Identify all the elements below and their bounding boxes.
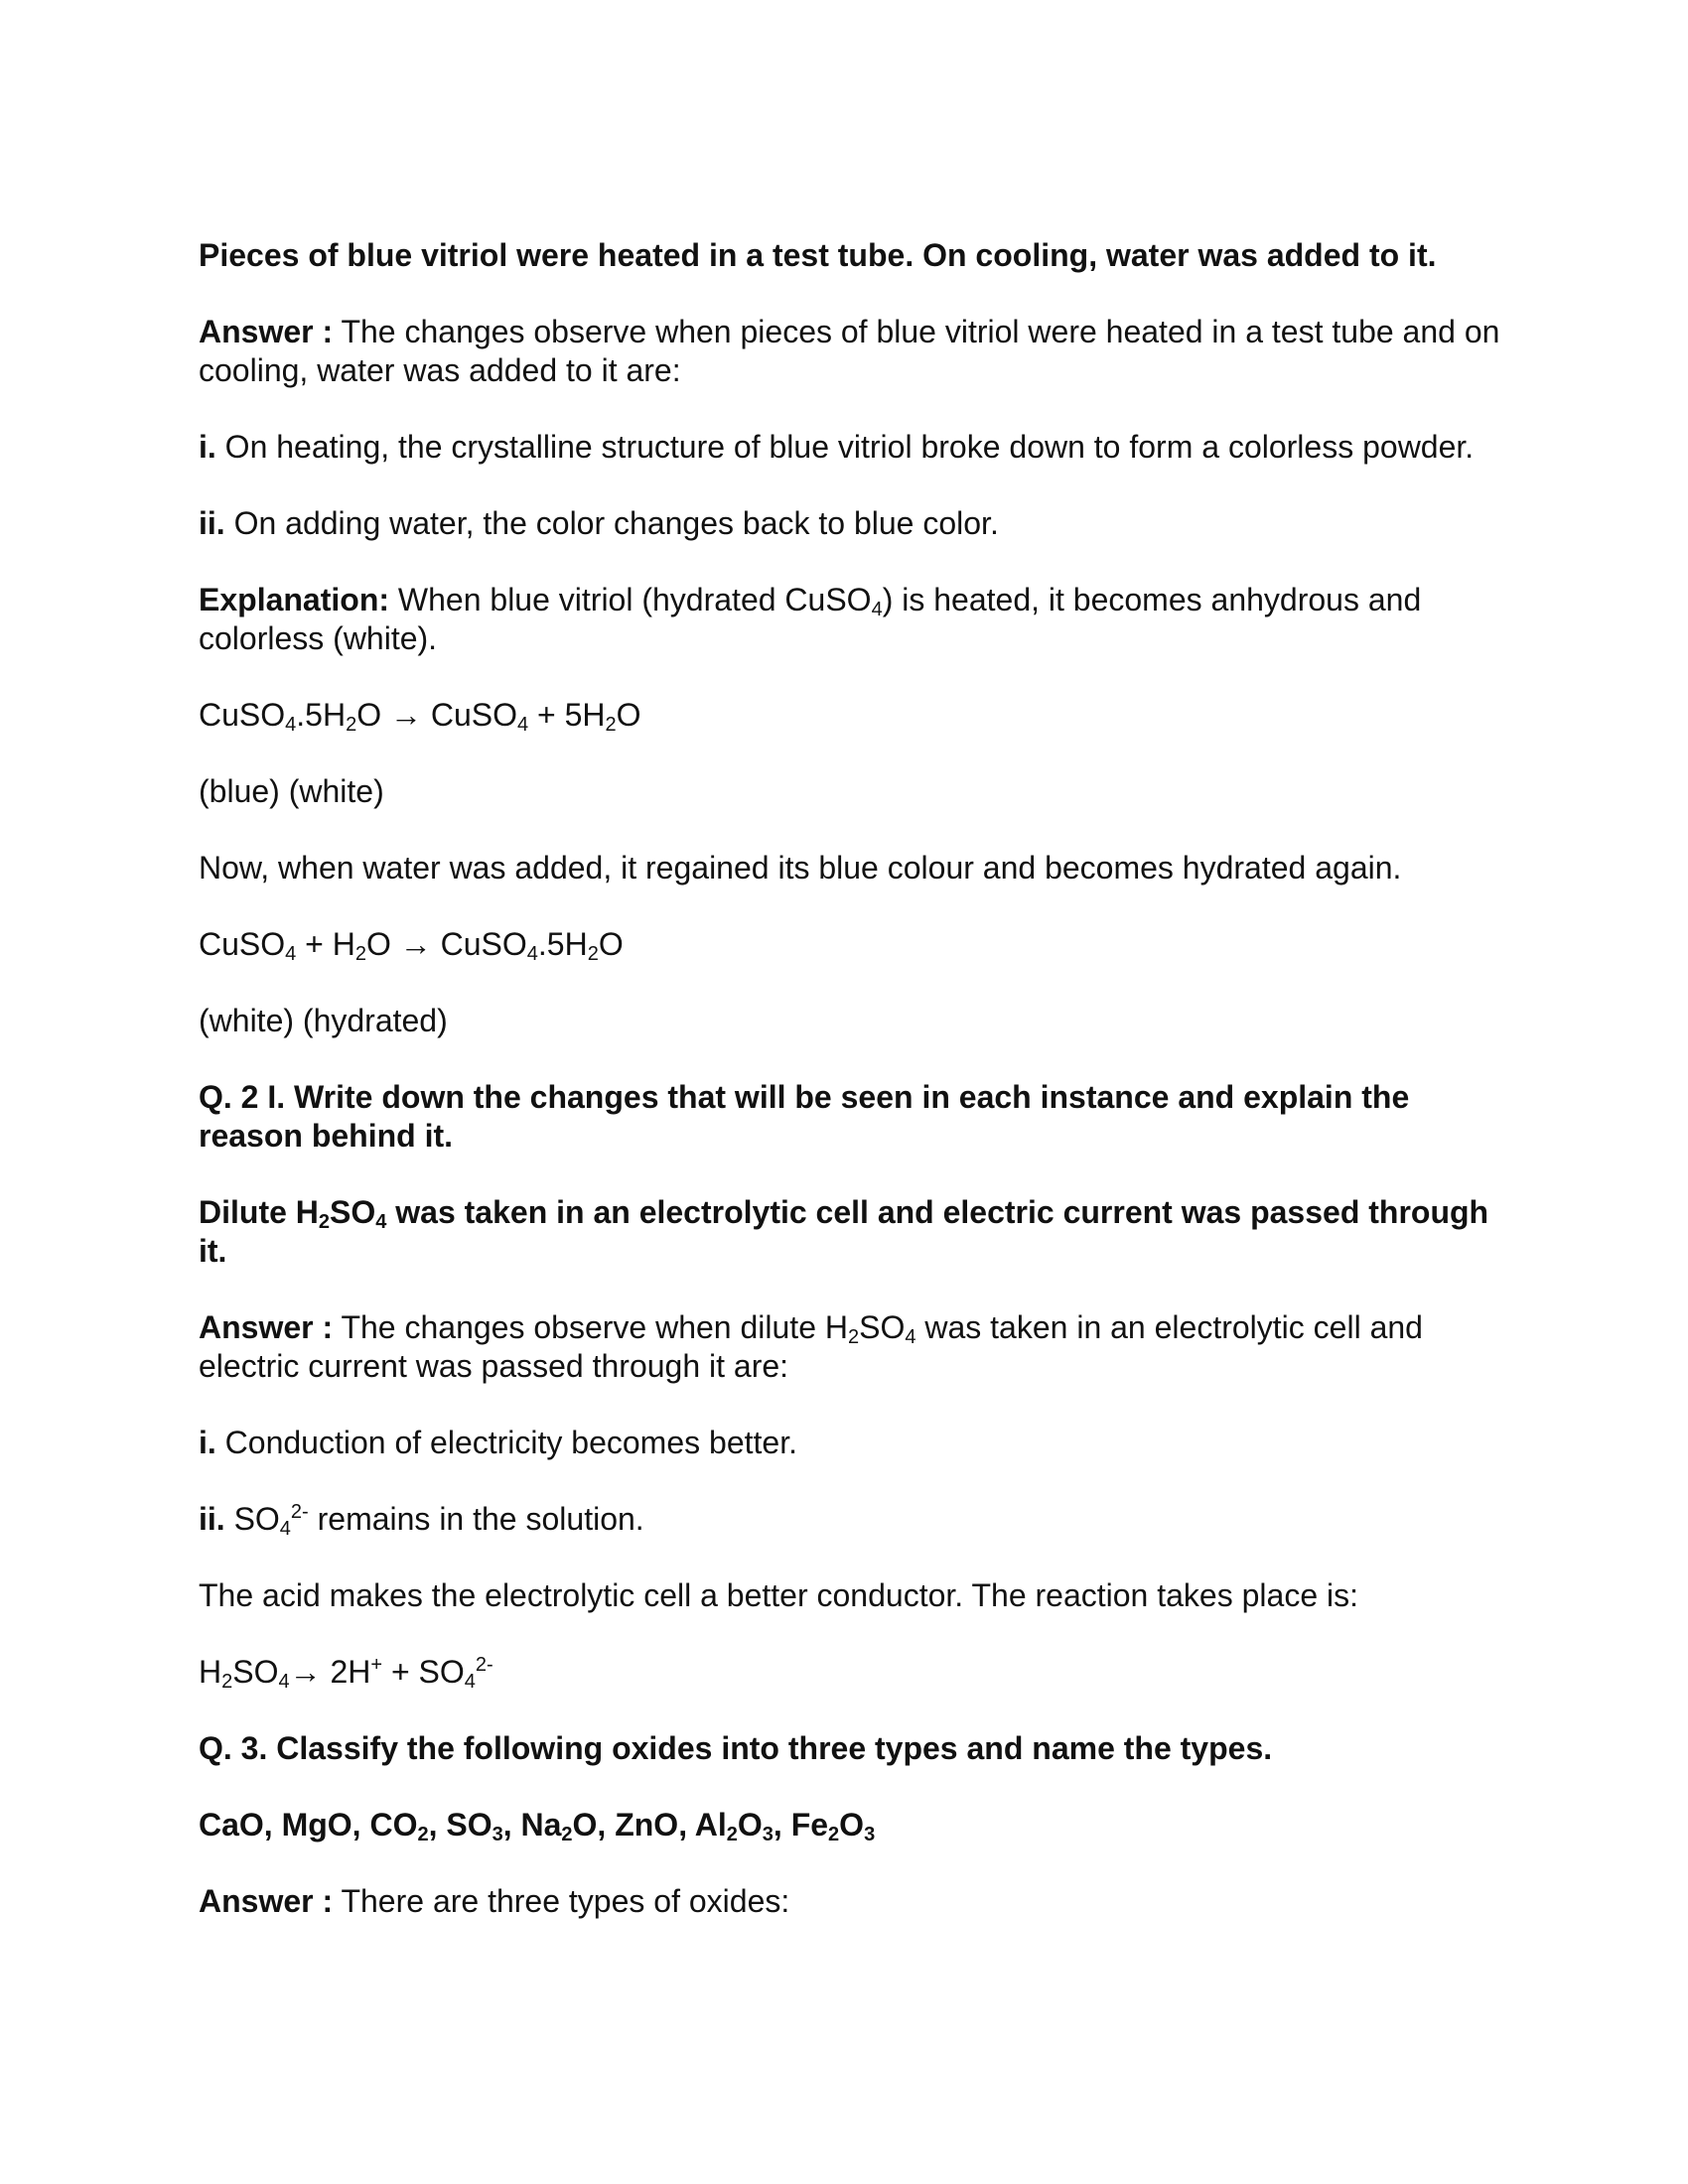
explanation-text: When blue vitriol (hydrated CuSO bbox=[389, 582, 872, 617]
oxide-text: O bbox=[737, 1807, 763, 1843]
rehydration-text: Now, when water was added, it regained its blue colour and becomes hydrated again. bbox=[199, 850, 1402, 886]
point-text: On heating, the crystalline structure of blue vitriol broke down to form a colorless powder. bbox=[215, 429, 1475, 465]
equation-part: + SO bbox=[382, 1654, 465, 1690]
subscript: 2 bbox=[587, 943, 599, 965]
oxide-text: , SO bbox=[428, 1807, 492, 1843]
answer-text: The changes observe when pieces of blue vitriol were heated in a test tube and on cooling, water was added to it are: bbox=[199, 314, 1500, 388]
explanation-text: ) is heated, it becomes anhydrous and colorless (white). bbox=[199, 582, 1422, 656]
equation-part: H bbox=[199, 1654, 222, 1690]
superscript: + bbox=[370, 1654, 383, 1676]
q1-point-2 bbox=[199, 504, 1509, 543]
equation-part: CuSO bbox=[199, 926, 286, 962]
subscript: 2 bbox=[417, 1824, 429, 1845]
point-text: remains in the solution. bbox=[308, 1501, 644, 1537]
subscript: 2 bbox=[561, 1824, 573, 1845]
equation-dehydration bbox=[199, 696, 1509, 735]
subscript: 4 bbox=[285, 714, 297, 736]
question-part: was taken in an electrolytic cell and electric current was passed through it. bbox=[199, 1194, 1489, 1269]
subscript: 2 bbox=[354, 943, 366, 965]
equation-part: → 2H bbox=[289, 1654, 371, 1690]
document-page bbox=[199, 236, 1509, 1959]
point-label: i. bbox=[199, 1425, 216, 1460]
oxide-text: O, ZnO, Al bbox=[572, 1807, 727, 1843]
answer-label: Answer : bbox=[199, 1309, 334, 1345]
point-label: ii. bbox=[199, 1501, 225, 1537]
answer-text: was taken in an electrolytic cell and electric current was passed through it are: bbox=[199, 1309, 1423, 1384]
point-text: SO bbox=[224, 1501, 280, 1537]
q1-question bbox=[199, 236, 1509, 275]
equation-part: O → CuSO bbox=[356, 697, 517, 733]
equation-ionization bbox=[199, 1653, 1509, 1692]
oxide-text: CaO, MgO, CO bbox=[199, 1807, 418, 1843]
subscript: 2 bbox=[605, 714, 617, 736]
explanation-label: Explanation: bbox=[199, 582, 390, 617]
answer-label: Answer : bbox=[199, 1883, 334, 1919]
q1-answer bbox=[199, 313, 1509, 390]
q2-sub-question bbox=[199, 1193, 1509, 1271]
subscript: 4 bbox=[464, 1671, 476, 1693]
subscript: 4 bbox=[375, 1211, 387, 1233]
question-part: Dilute H bbox=[199, 1194, 319, 1230]
equation-part: O → CuSO bbox=[365, 926, 527, 962]
superscript: 2- bbox=[290, 1501, 309, 1523]
q2-point-2 bbox=[199, 1500, 1509, 1539]
subscript: 4 bbox=[285, 943, 297, 965]
equation-part: + H bbox=[296, 926, 355, 962]
subscript: 3 bbox=[762, 1824, 774, 1845]
subscript: 4 bbox=[871, 599, 883, 620]
subscript: 4 bbox=[905, 1326, 916, 1348]
q3-oxides-list bbox=[199, 1806, 1509, 1844]
q1-question-text: Pieces of blue vitriol were heated in a test tube. On cooling, water was added to it. bbox=[199, 237, 1437, 273]
subscript: 2 bbox=[318, 1211, 331, 1233]
q2-heading: Q. 2 I. Write down the changes that will be seen in each instance and explain the reason behind it. bbox=[199, 1079, 1410, 1154]
q1-point-1 bbox=[199, 428, 1509, 467]
subscript: 4 bbox=[517, 714, 529, 736]
equation-hydration-labels: (white) (hydrated) bbox=[199, 1003, 448, 1038]
answer-text: There are three types of oxides: bbox=[333, 1883, 790, 1919]
oxide-text: O bbox=[839, 1807, 865, 1843]
q2-point-1 bbox=[199, 1424, 1509, 1462]
equation-part: + 5H bbox=[528, 697, 606, 733]
subscript: 2 bbox=[847, 1326, 860, 1348]
equation-part: O bbox=[598, 926, 624, 962]
answer-text: SO bbox=[859, 1309, 906, 1345]
subscript: 4 bbox=[279, 1518, 291, 1540]
q3-answer bbox=[199, 1882, 1509, 1921]
subscript: 3 bbox=[864, 1824, 876, 1845]
question-part: SO bbox=[330, 1194, 376, 1230]
equation-part: CuSO bbox=[199, 697, 286, 733]
subscript: 2 bbox=[221, 1671, 233, 1693]
equation-part: .5H bbox=[537, 926, 588, 962]
point-label: i. bbox=[199, 429, 216, 465]
answer-text: The changes observe when dilute H bbox=[333, 1309, 848, 1345]
superscript: 2- bbox=[475, 1654, 493, 1676]
q1-explanation bbox=[199, 581, 1509, 658]
subscript: 3 bbox=[492, 1824, 503, 1845]
point-label: ii. bbox=[199, 505, 225, 541]
subscript: 2 bbox=[346, 714, 357, 736]
equation-part: O bbox=[616, 697, 641, 733]
oxide-text: , Na bbox=[502, 1807, 562, 1843]
equation-part: SO bbox=[232, 1654, 279, 1690]
subscript: 2 bbox=[726, 1824, 738, 1845]
equation-hydration bbox=[199, 925, 1509, 964]
conductor-text: The acid makes the electrolytic cell a better conductor. The reaction takes place is: bbox=[199, 1577, 1358, 1613]
subscript: 4 bbox=[278, 1671, 290, 1693]
subscript: 4 bbox=[526, 943, 538, 965]
subscript: 2 bbox=[828, 1824, 840, 1845]
q2-answer bbox=[199, 1308, 1509, 1386]
equation-dehydration-colors: (blue) (white) bbox=[199, 773, 384, 809]
oxide-text: , Fe bbox=[773, 1807, 829, 1843]
point-text: On adding water, the color changes back to blue color. bbox=[224, 505, 999, 541]
q3-heading: Q. 3. Classify the following oxides into three types and name the types. bbox=[199, 1730, 1273, 1766]
equation-part: .5H bbox=[296, 697, 347, 733]
point-text: Conduction of electricity becomes better. bbox=[215, 1425, 797, 1460]
answer-label: Answer : bbox=[199, 314, 334, 349]
